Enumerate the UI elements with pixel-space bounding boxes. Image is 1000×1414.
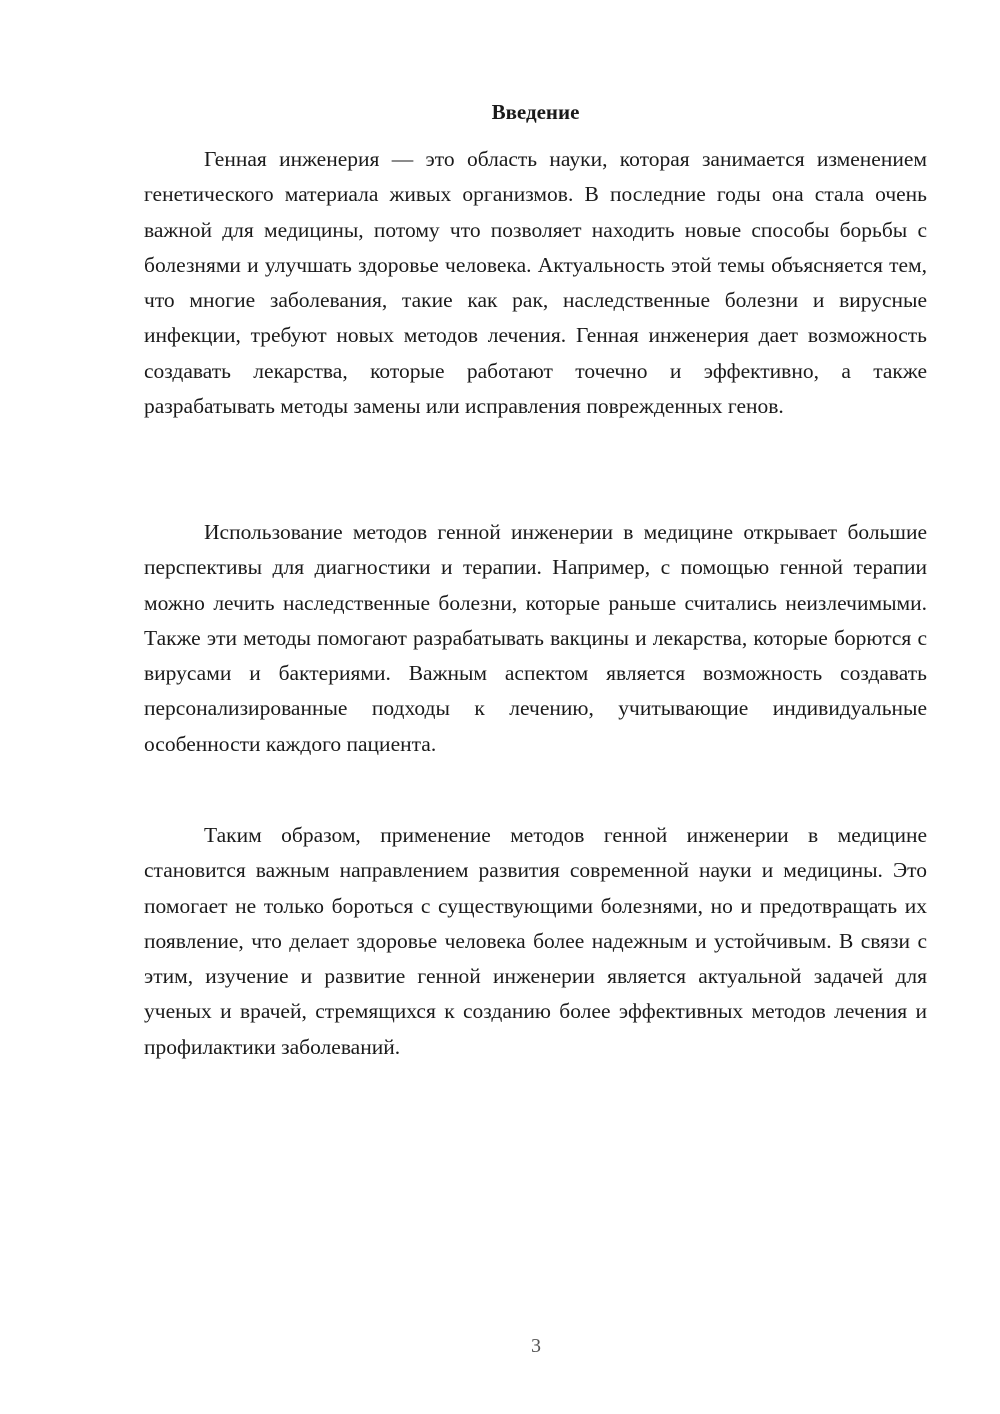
paragraph-3: Таким образом, применение методов генной инженерии в медицине становится важным направлением развития современной науки и медицины. Это помогает не только бороться с существующими болезнями, но и предотвращать их появление, что делает здоровье человека более надежным и устойчивым. В связи с этим, изучение и развитие генной инженерии является актуальной задачей для ученых и врачей, стремящихся к созданию более эффективных методов лечения и профилактики заболеваний.	[144, 823, 927, 1059]
section-title: Введение	[491, 100, 580, 124]
paragraph-2: Использование методов генной инженерии в медицине открывает большие перспективы для диагностики и терапии. Например, с помощью генной терапии можно лечить наследственные болезни, которые раньше считались неизлечимыми. Также эти методы помогают разрабатывать вакцины и лекарства, которые борются с вирусами и бактериями. Важным аспектом является возможность создавать персонализированные подходы к лечению, учитывающие индивидуальные особенности каждого пациента.	[144, 520, 927, 756]
page-number: 3	[531, 1335, 541, 1357]
paragraph-1: Генная инженерия — это область науки, которая занимается изменением генетического материала живых организмов. В последние годы она стала очень важной для медицины, потому что позволяет находить новые способы борьбы с болезнями и улучшать здоровье человека. Актуальность этой темы объясняется тем, что многие заболевания, такие как рак, наследственные болезни и вирусные инфекции, требуют новых методов лечения. Генная инженерия дает возможность создавать лекарства, которые работают точечно и эффективно, а также разрабатывать методы замены или исправления поврежденных генов.	[144, 147, 927, 419]
